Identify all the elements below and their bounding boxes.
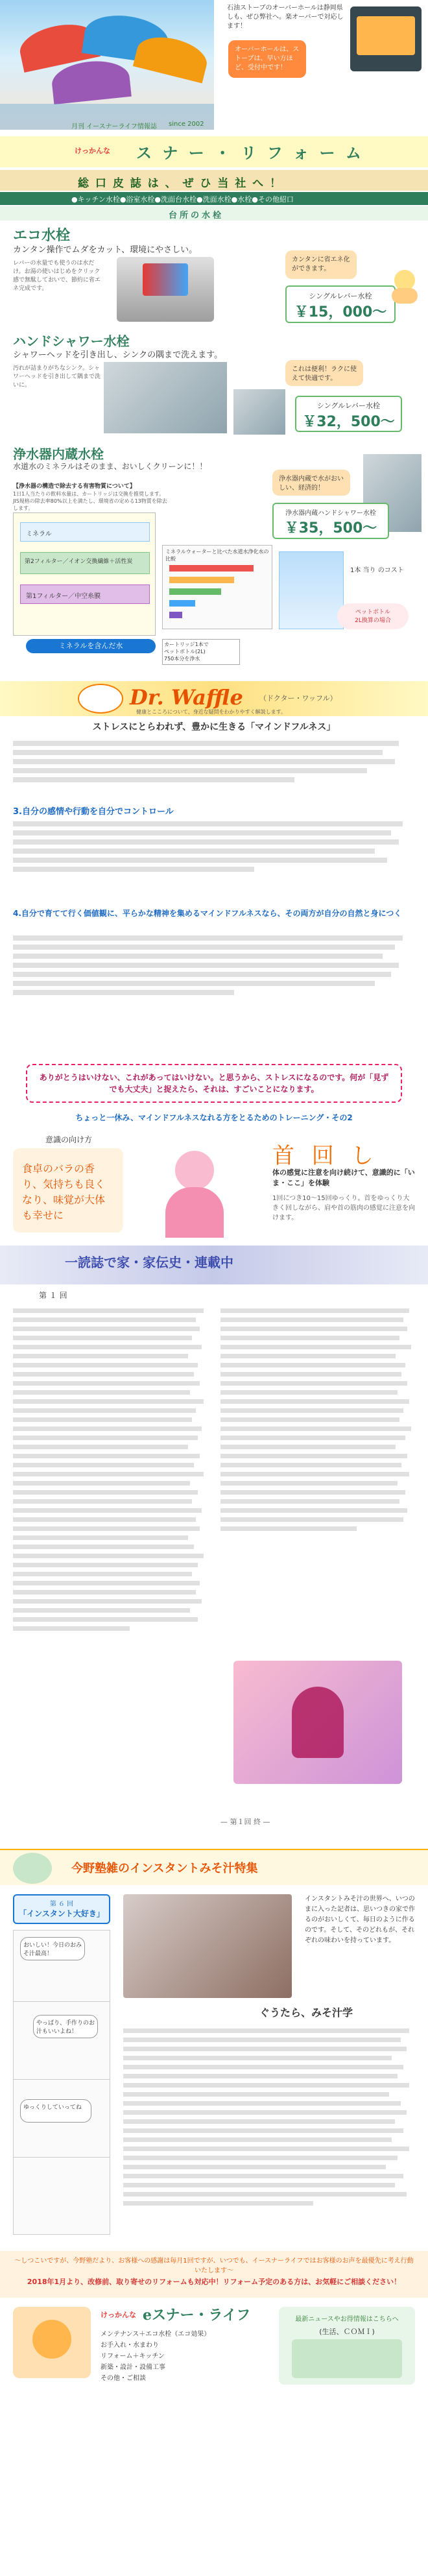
item1-desc: レバーの水量でも使うのは水だけ。お湯の使いはじめをクリック感で無駄しておいで、節約に省エネ完成です。 <box>13 260 101 292</box>
item3-tagline: 水道水のミネラルはそのまま、おいしくクリーンに！！ <box>13 462 208 471</box>
series-illustration <box>233 1661 402 1784</box>
recipe-avatar <box>13 1853 52 1884</box>
item1-callout: カンタンに省エネ化ができます。 <box>285 250 357 279</box>
footer-product-item: その他・ご相談 <box>101 2375 146 2382</box>
footer-product-item: リフォーム＋キッチン <box>101 2353 165 2360</box>
promo-bubble: オーバーホールは、ストーブは、早い方ほど、受付中です！ <box>228 40 306 78</box>
masthead-title: ス ナ ー ・ リ フ ォ ー ム <box>136 143 364 162</box>
footer-product-list <box>101 2329 269 2384</box>
comparison-chart: ミネラルウォーターと比べた水道水浄化水の比較 <box>162 545 272 629</box>
item2-desc: 汚れが詰まりがちなシンク。シャワーヘッドを引き出して隅まで洗いに。 <box>13 365 101 389</box>
recipe-header: 今野塾雑のインスタントみそ汁特集 <box>0 1849 428 1885</box>
recipe-body <box>123 2024 415 2232</box>
filter-layer-3: 第1フィルター／中空糸膜 <box>20 584 150 604</box>
column-heading-2: 4.自分で育てて行く価値観に、平らかな精神を集めるマインドフルネスなら、その両方が自分の自然と身につく <box>13 909 402 918</box>
umbrella-purple <box>50 58 132 104</box>
item2-price-box: シングルレバー水栓 ￥32，500～ <box>295 396 402 432</box>
series-col-left <box>13 1304 208 1784</box>
manga-panels <box>13 1930 110 2235</box>
cost-caption: 1本 当り のコスト <box>350 567 404 574</box>
masthead-small: けっかんな <box>75 147 110 155</box>
recipe-intro: インスタントみそ汁の世界へ、いつのまに入った記者は、思いつきの家で作るのがおいしくて、毎日のように作るのです。そして、そのどれもが、それぞれの味わいを持っています。 <box>305 1896 415 1944</box>
faucet-heading: 台所の水栓 <box>0 206 428 221</box>
masthead-banner: 総 口 皮 誌 は 、 ぜ ひ 当 社 へ ！ <box>0 170 428 191</box>
miso-soup-photo <box>123 1894 292 1998</box>
shower-photo-2 <box>233 389 285 435</box>
cartridge-note: カートリッジ1本で ペットボトル(2L) 750本分を浄水 <box>162 639 240 665</box>
item1-price: ￥15，000～ <box>294 304 387 320</box>
footer-notice-2: 2018年1月より、改修前、取り寄せのリフォームも対応中！リフォーム予定のある方は、お気軽にご相談ください！ <box>27 2278 401 2286</box>
brand-small: 月刊 イースナーライフ情報誌 <box>71 123 157 130</box>
item2-callout: これは便利！ラクに使えて快適です。 <box>285 360 363 386</box>
item1-price-box: シングルレバー水栓 ￥15，000～ <box>285 285 396 323</box>
footer-notice: ～しつこいですが、今野塾だより、お客様への感謝は毎月1回ですが、いつでも、イースナーライフではお客様のお声を最優先に考え行動いたします～ <box>14 2257 414 2274</box>
series-subtitle: 第 １ 回 <box>39 1291 67 1300</box>
item3-name: 浄水器内蔵水栓 <box>13 446 104 462</box>
bottle-caption: ペットボトル 2L換算の場合 <box>337 603 409 629</box>
column-body-2 <box>13 817 415 908</box>
note-heading: 【浄水器の構造で除去する有害物質について】 <box>13 483 136 490</box>
footer-notice-block <box>0 2251 428 2298</box>
filter-diagram <box>13 512 156 636</box>
column-logo: Dr. Waffle <box>130 685 243 710</box>
bottle-image <box>279 551 344 629</box>
training-right-body: 1回につき10〜15回ゆっくり。首をゆっくり大きく回しながら、肩や首の筋肉の感覚に注意を向けます。 <box>272 1195 415 1222</box>
footer-product-item: 新築・設計・設備工事 <box>101 2364 165 2371</box>
hero-photo <box>0 0 214 130</box>
item3-callout: 浄水器内蔵で水がおいしい、経済的！ <box>272 470 350 496</box>
speech-bubble-2: やっぱり、手作りのお汁もいいよね！ <box>33 2015 98 2038</box>
footer-brand-small: けっかんな <box>101 2311 136 2319</box>
stove-photo <box>350 6 422 71</box>
filter-layer-2: 第2フィルター／イオン交換繊維＋活性炭 <box>20 552 150 574</box>
recipe-right-title: ぐうたら、みそ汁学 <box>259 2006 353 2019</box>
item2-price: ￥32，500～ <box>302 414 395 430</box>
masthead-subbanner: ●キッチン水栓●浴室水栓●洗面台水栓●洗面水栓●水栓●その他紹口 <box>0 192 428 205</box>
footer-brand: eスナー・ライフ <box>143 2307 251 2324</box>
column-subtitle: 健康とこころについて、身近な疑問をわかりやすく解説します。 <box>136 709 287 715</box>
item1-name: エコ水栓 <box>13 228 71 244</box>
series-header: 一読誌で家・家伝史・連載中 <box>0 1246 428 1284</box>
training-heading: ちょっと一休み、マインドフルネスなれる方をとるためのトレーニング・その2 <box>75 1113 353 1122</box>
training-right-big: 首 回 し <box>272 1143 379 1169</box>
footer-right-panel: 最新ニュースやお得情報はこちらへ (生活、ＣＯＭＩ) <box>279 2307 415 2385</box>
doctor-avatar <box>78 684 123 714</box>
column-logo-reading: （ドクター・ワッフル） <box>259 694 337 703</box>
column-header <box>0 681 428 716</box>
column-heading-1: 3.自分の感情や行動を自分でコントロール <box>13 807 174 817</box>
speech-bubble-3: ゆっくりしていってね <box>20 2099 91 2123</box>
item3-price: ￥35，500～ <box>284 520 377 536</box>
training-left-card: 食卓のバラの香り、気持ちも良くなり、味覚が大体も幸せに <box>13 1148 123 1233</box>
column-body-1 <box>13 737 415 800</box>
series-footer: — 第１回 終 — <box>220 1818 270 1826</box>
filter-layer-1: ミネラル <box>20 522 150 542</box>
column-body-3 <box>13 932 415 1048</box>
woman-illustration <box>149 1142 240 1239</box>
promo-text: 石油ストーブのオーバーホールは静岡県しも、ぜひ弊社へ。楽オーバーで対応します！ <box>227 5 344 30</box>
footer-product-item: メンテナンス＋エコ水栓（エコ効果） <box>101 2331 211 2338</box>
item1-tagline: カンタン操作でムダをカット、環境にやさしい。 <box>13 245 198 255</box>
series-col-right <box>220 1304 415 1654</box>
training-left-title: 意識の向け方 <box>45 1135 93 1144</box>
note-body: 1日1人当たりの飲料水量は、カートリッジは交換を推奨します。JIS規格の除去率80%以上を満たし、環境省の定める13物質を除去します。 <box>13 491 167 511</box>
training-right-sub: 体の感覚に注意を向け続けて、意識的に「いま・ここ」を体験 <box>272 1168 415 1187</box>
item3-price-box: 浄水器内蔵ハンドシャワー水栓 ￥35，500～ <box>272 503 389 539</box>
footer-product-item: お手入れ・水まわり <box>101 2342 159 2349</box>
since-label: since 2002 <box>169 121 204 128</box>
item2-tagline: シャワーヘッドを引き出し、シンクの隅まで洗えます。 <box>13 350 223 360</box>
column-callout: ありがとうはいけない、これがあってはいけない。と思うから、ストレスになるのです。何が「見ずでも大丈夫」と捉えたら、それは、すごいことになります。 <box>26 1064 402 1103</box>
speech-bubble-1: おいしい！今日のおみそ汁最高！ <box>20 1937 85 1960</box>
footer-mascot <box>13 2307 91 2378</box>
recipe-badge: 第 ６ 回 「インスタント大好き」 <box>13 1894 110 1924</box>
hand-shower-image <box>104 362 227 433</box>
cat-illustration <box>389 265 422 304</box>
mineral-caption: ミネラルを含んだ水 <box>26 639 156 653</box>
eco-faucet-image <box>117 257 214 322</box>
column-headline: ストレスにとらわれず、豊かに生きる「マインドフルネス」 <box>92 722 336 732</box>
item2-name: ハンドシャワー水栓 <box>13 333 130 349</box>
masthead <box>0 136 428 167</box>
